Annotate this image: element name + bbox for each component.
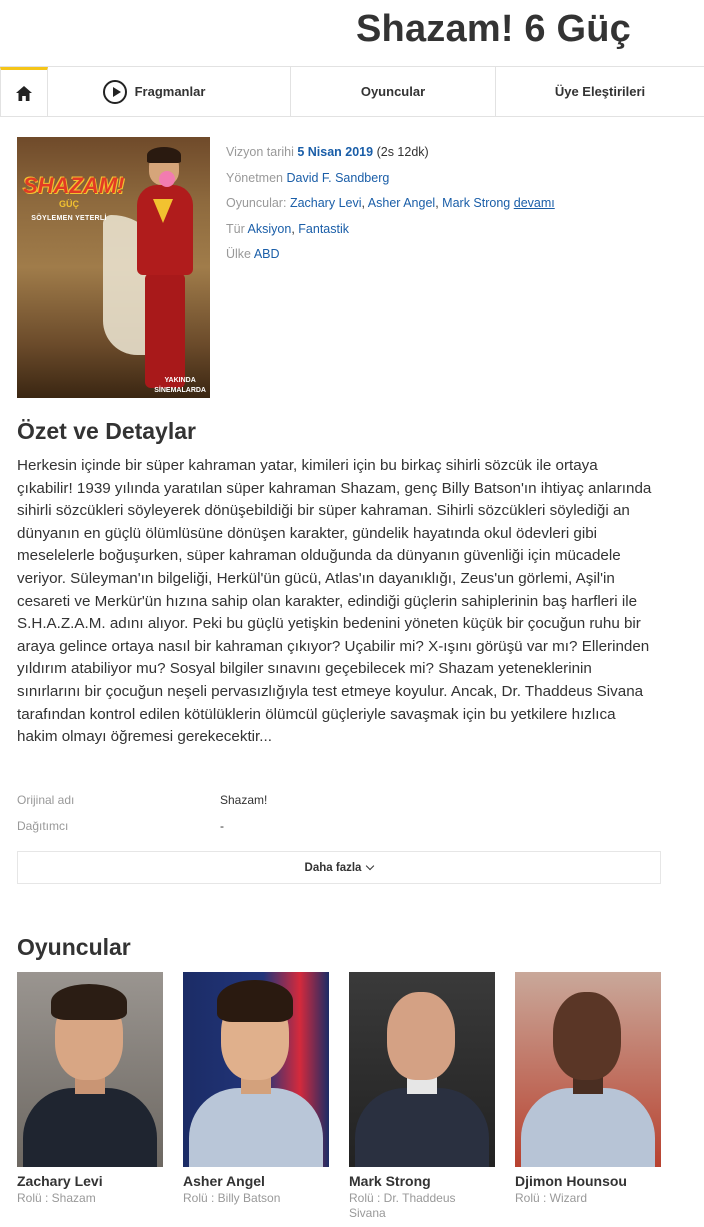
- poster-tagline: SÖYLEMEN YETERLİ: [31, 215, 107, 222]
- tab-member-reviews[interactable]: [496, 67, 704, 116]
- cast-photo[interactable]: [349, 972, 495, 1167]
- cast-card[interactable]: [349, 972, 495, 1221]
- release-date-link[interactable]: 5 Nisan 2019: [297, 145, 374, 159]
- cast-name[interactable]: Mark Strong: [349, 1173, 431, 1189]
- tab-cast[interactable]: [291, 67, 496, 116]
- country-row: Ülke ABD: [226, 247, 280, 261]
- cast-name[interactable]: Zachary Levi: [17, 1173, 103, 1189]
- cast-card[interactable]: [17, 972, 163, 1206]
- tab-trailers[interactable]: [48, 67, 291, 116]
- cast-role: Rolü : Wizard: [515, 1191, 588, 1205]
- page-title: Shazam! 6 Güç: [356, 8, 632, 50]
- detail-row: Orijinal adı Shazam!: [17, 793, 268, 807]
- tab-trailers-label: Fragmanlar: [134, 84, 206, 99]
- movie-tabs: [0, 66, 704, 117]
- country-link[interactable]: ABD: [253, 247, 280, 261]
- cast-link[interactable]: Zachary Levi: [289, 196, 362, 210]
- home-icon: [16, 86, 32, 101]
- duration: (2s 12dk): [376, 145, 429, 159]
- cast-photo[interactable]: [183, 972, 329, 1167]
- cast-name[interactable]: Djimon Hounsou: [515, 1173, 627, 1189]
- cast-card[interactable]: [515, 972, 661, 1206]
- tab-cast-label: Oyuncular: [360, 84, 426, 99]
- cast-link[interactable]: Asher Angel: [367, 196, 436, 210]
- cast-role: Rolü : Dr. Thaddeus Sivana: [349, 1191, 456, 1220]
- poster-coming-soon: YAKINDA SİNEMALARDA: [154, 377, 206, 394]
- director-link[interactable]: David F. Sandberg: [286, 170, 390, 185]
- cast-more-link[interactable]: devamı: [513, 196, 555, 210]
- cast-card[interactable]: [183, 972, 329, 1206]
- cast-photo[interactable]: [17, 972, 163, 1167]
- tab-home[interactable]: [0, 67, 48, 116]
- genre-link[interactable]: Fantastik: [298, 221, 350, 236]
- movie-poster[interactable]: [17, 137, 210, 398]
- title-bar: [0, 0, 704, 66]
- summary-text: Herkesin içinde bir süper kahraman yatar, kimileri için bu birkaç sihirli sözcük ile ortaya çıkabilir! 1939 yılında yaratılan süper kahraman Shazam, genç Billy Batson'ın ihtiyaç anlarında sihirli sözcükleri söyleyerek dönüşebildiği bir süper kahraman. Sihirli sözcükleri söylediği an dünyanın en güçlü ölümlüsüne dönüşen karakter, gündelik hayatında okul ödevleri gibi meselelerle boğuşurken, süper kahraman olduğunda da dünyanın güvenliği için mücadele veriyor. Süleyman'ın bilgeliği, Herkül'ün gücü, Atlas'ın dayanıklığı, Zeus'un görlemi, Aşil'in cesareti ve Merkür'ün hızına sahip olan karakter, edindiği güçlerin sahiplerinin baş harfleri ile S.H.A.Z.A.M. adını alıyor. Peki bu güçlü yetişkin bedenini yöneten küçük bir çocuğun ruhu bir araya gelince ortaya nasıl bir kahraman çıkıyor? Uçabilir mi? X-ışını görüşü var mı? Ellerinden yıldırım atabiliyor mu? Sosyal bilgiler sınavını geçebilecek mi? Shazam yeteneklerinin sınırlarını bir çocuğun neşeli pervasızlığıyla test etmeye koyulur. Ancak, Dr. Thaddeus Sivana tarafından kontrol edilen kötülüklerin ölümcül güçleriyle savaşmak için bu yetkilere hızlıca hakim olmayı öğremesi gerekecektir...: [17, 457, 652, 746]
- cast-link[interactable]: Mark Strong: [442, 196, 511, 210]
- cast-name[interactable]: Asher Angel: [183, 1173, 265, 1189]
- poster-subtitle: GÜÇ: [59, 199, 79, 209]
- release-row: Vizyon tarihi 5 Nisan 2019 (2s 12dk): [226, 145, 429, 159]
- genre-link[interactable]: Aksiyon: [247, 221, 292, 236]
- more-button[interactable]: [17, 851, 661, 884]
- poster-logo: [23, 173, 125, 222]
- chevron-down-icon: [366, 862, 374, 870]
- cast-heading: Oyuncular: [17, 934, 131, 960]
- cast-role: Rolü : Billy Batson: [183, 1191, 281, 1205]
- cast-photo[interactable]: [515, 972, 661, 1167]
- detail-row: Dağıtımcı -: [17, 819, 224, 833]
- poster-hero-figure: [127, 145, 207, 395]
- tab-reviews-label: Üye Eleştirileri: [554, 84, 646, 99]
- cast-row: Oyuncular: Zachary Levi, Asher Angel, Mark Strong devamı: [226, 196, 555, 210]
- details-table: [17, 787, 657, 839]
- movie-meta: [226, 140, 555, 268]
- poster-logo-text: SHAZAM!: [23, 173, 125, 198]
- more-button-label: Daha fazla: [304, 861, 362, 874]
- genre-row: Tür Aksiyon, Fantastik: [226, 221, 350, 236]
- cast-role: Rolü : Shazam: [17, 1191, 96, 1205]
- director-row: Yönetmen David F. Sandberg: [226, 170, 390, 185]
- play-circle-icon: [103, 80, 127, 104]
- summary-heading: Özet ve Detaylar: [17, 418, 196, 444]
